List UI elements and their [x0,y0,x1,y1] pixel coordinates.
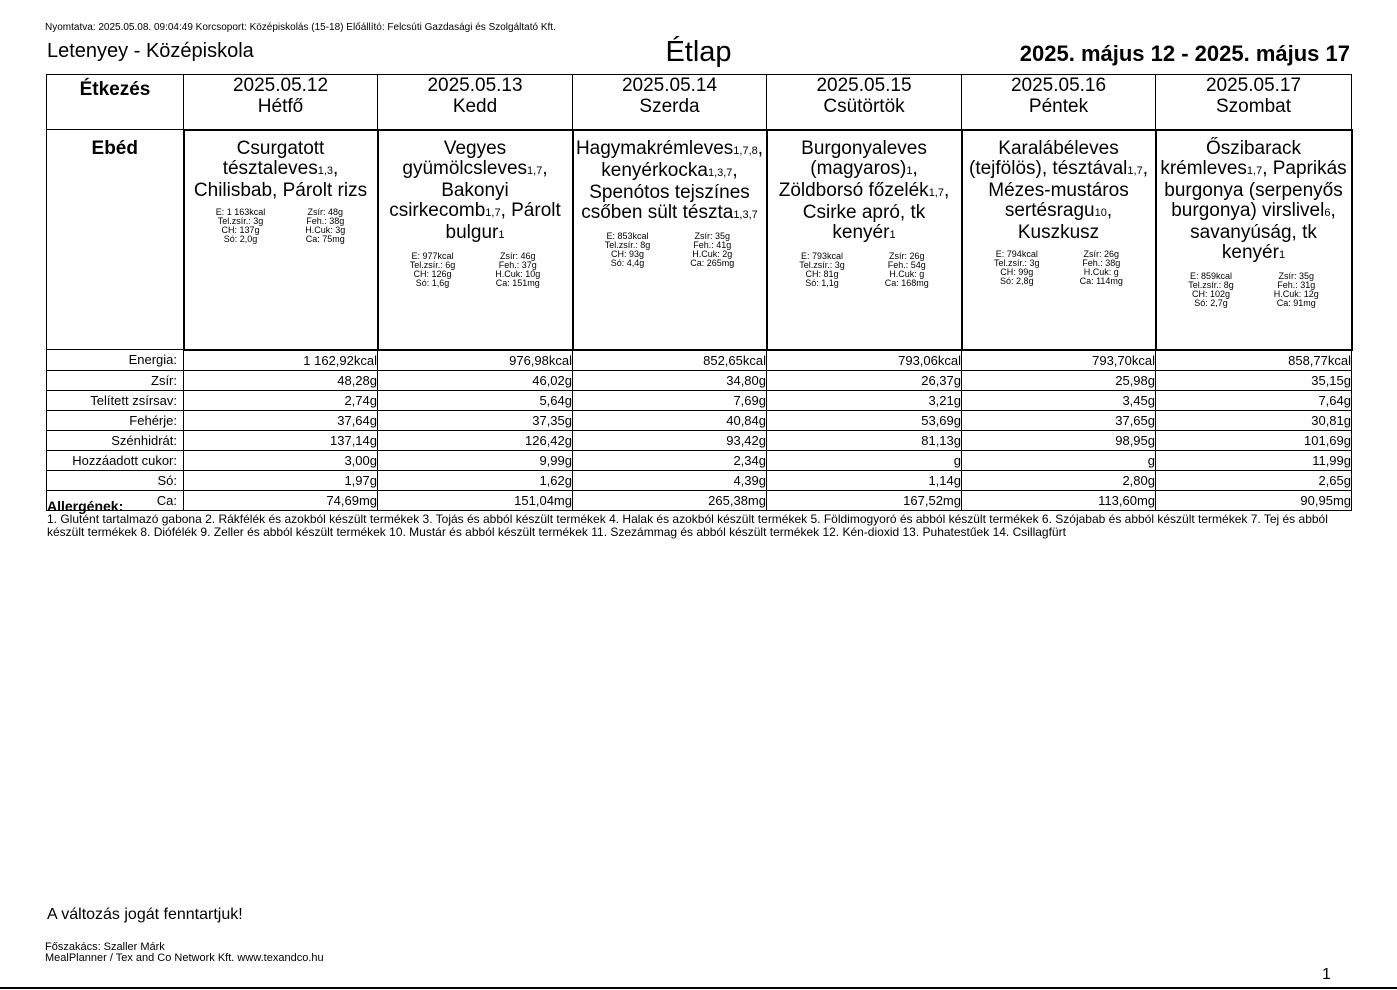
nutrition-value: Ca: 265mg [690,257,735,268]
day-name: Csütörtök [823,96,905,117]
nutrient-value: 35,15g [1156,370,1352,390]
dish-part: Csurgatott tésztaleves [222,137,325,179]
nutrient-value: 113,60mg [962,490,1156,510]
dish-part: , savanyúság, tk kenyér [1190,199,1336,263]
allergen-codes: 1,7 [485,206,501,219]
disclaimer: A változás jogát fenntartjuk! [47,906,243,923]
nutrition-summary [1157,272,1351,308]
nutrient-value: 976,98kcal [378,350,573,371]
nutrition-value: E: 1 163kcal [215,206,266,217]
date-range: 2025. május 12 - 2025. május 17 [1019,41,1350,66]
nutrition-column [305,208,345,244]
nutrient-value: 11,99g [1156,450,1352,470]
allergen-codes: 6 [1324,206,1331,219]
nutrient-value: 9,99g [378,450,573,470]
software-credit: MealPlanner / Tex and Co Network Kft. www.texandco.hu [45,952,324,964]
nutrient-value: 793,06kcal [767,350,962,371]
nutrition-value: Zsír: 48g [307,206,344,217]
nutrient-value: 265,38mg [573,490,767,510]
school-name: Letenyey - Középiskola [47,40,254,62]
day-name: Szerda [639,96,700,117]
nutrition-summary [574,232,766,268]
allergen-legend [47,500,1357,539]
nutrition-value: Só: 4,4g [610,257,645,268]
nutrient-label: Szénhidrát: [47,430,184,450]
day-date: 2025.05.12 [232,75,329,96]
nutrition-value: Tel.zsír.: 3g [994,257,1040,268]
chef-name: Főszakács: Szaller Márk [45,941,165,953]
meal-label: Ebéd [47,130,184,350]
nutrient-value: 101,69g [1156,430,1352,450]
nutrient-value: 151,04mg [378,490,573,510]
lunch-row [47,130,1352,350]
lunch-cell-3 [767,130,962,350]
day-date: 2025.05.16 [1010,75,1107,96]
dish-part: , Kuszkusz [1017,199,1113,243]
nutrient-value: 4,39g [573,470,767,490]
bottom-rule [0,987,1397,989]
day-header-row [47,75,1352,130]
allergen-codes: 1 [906,164,913,177]
nutrition-value: Ca: 151mg [495,277,540,288]
nutrition-value: CH: 102g [1191,288,1230,299]
nutrient-value: 7,64g [1156,390,1352,410]
nutrient-value: 852,65kcal [573,350,767,371]
nutrition-value: Zsír: 35g [1278,270,1315,281]
nutrition-value: CH: 99g [1000,266,1034,277]
nutrient-value: 93,42g [573,430,767,450]
nutrient-value: 2,34g [573,450,767,470]
day-header-5 [1156,75,1352,130]
nutrient-value: 37,64g [184,410,378,430]
day-name: Szombat [1216,96,1291,117]
nutrition-value: CH: 126g [413,268,452,279]
nutrition-value: CH: 81g [805,268,839,279]
nutrient-value: g [962,450,1156,470]
nutrition-value: Ca: 75mg [305,233,345,244]
nutrition-value: Só: 2,7g [1194,297,1228,308]
nutrient-row [47,410,1352,430]
nutrition-value: Tel.zsír.: 8g [604,239,651,250]
dish-text [768,131,961,245]
meal-column-header: Étkezés [47,75,184,130]
nutrition-value: Feh.: 38g [1082,257,1121,268]
allergen-codes: 1,7 [1246,164,1263,177]
nutrition-column [994,250,1040,286]
day-date: 2025.05.14 [621,75,718,96]
nutrient-label: Fehérje: [47,410,184,430]
nutrient-value: 167,52mg [767,490,962,510]
nutrient-value: 74,69mg [184,490,378,510]
lunch-cell-5 [1156,130,1352,350]
nutrient-value: 81,13g [767,430,962,450]
nutrition-column [1274,272,1319,308]
nutrition-value: H.Cuk: 3g [305,224,346,235]
nutrient-value: 137,14g [184,430,378,450]
print-info: Nyomtatva: 2025.05.08. 09:04:49 Korcsoport: Középiskolás (15-18) Előállító: Felcsúti Gazdasági és Szolgáltató Kft. [45,22,556,33]
nutrition-value: Ca: 168mg [884,277,929,288]
allergen-codes: 1,7 [928,186,944,199]
dish-text [574,131,766,225]
nutrition-summary [379,252,572,288]
nutrition-value: Tel.zsír.: 3g [799,259,845,270]
day-name: Hétfő [257,96,304,117]
day-date: 2025.05.17 [1205,75,1302,96]
nutrient-label: Telített zsírsav: [47,390,184,410]
nutrient-value: 30,81g [1156,410,1352,430]
day-header-1 [378,75,573,130]
nutrition-value: CH: 137g [221,224,260,235]
nutrition-summary [963,250,1155,286]
dish-part: , Mézes-mustáros sertésragu [988,157,1148,221]
nutrition-column [605,232,651,268]
nutrient-row [47,450,1352,470]
dish-text [1157,131,1351,265]
nutrition-column [690,232,734,268]
day-header-0 [184,75,378,130]
nutrient-value: 46,02g [378,370,573,390]
nutrient-row [47,470,1352,490]
allergen-codes: 1,3,7 [707,166,733,179]
allergen-heading: Allergének: [47,498,124,514]
nutrition-value: Feh.: 41g [693,239,732,250]
dish-part: , Párolt bulgur [445,199,561,243]
nutrient-value: 40,84g [573,410,767,430]
nutrition-column [799,252,845,288]
nutrition-value: Tel.zsír.: 3g [217,215,264,226]
allergen-codes: 1 [889,228,896,241]
nutrient-value: 34,80g [573,370,767,390]
nutrition-value: E: 794kcal [995,248,1038,259]
nutrient-rows [47,350,1352,511]
footer-credits [45,942,324,964]
nutrient-value: 126,42g [378,430,573,450]
nutrient-row [47,370,1352,390]
nutrition-value: H.Cuk: 10g [495,268,541,279]
allergen-codes: 1,3,7 [733,208,758,221]
day-date: 2025.05.13 [427,75,523,96]
nutrient-value: 2,80g [962,470,1156,490]
nutrition-value: Ca: 114mg [1079,275,1123,286]
nutrition-value: CH: 93g [610,248,644,259]
nutrition-column [495,252,540,288]
page-title: Étlap [665,36,732,68]
nutrient-value: 1 162,92kcal [184,350,378,371]
allergen-codes: 1 [1278,248,1286,261]
nutrient-label: Hozzáadott cukor: [47,450,184,470]
nutrition-column [216,208,266,244]
day-header-3 [767,75,962,130]
nutrient-label: Zsír: [47,370,184,390]
nutrition-value: Zsír: 46g [500,250,536,261]
dish-part: Hagymakrémleves [575,137,734,159]
nutrient-row [47,350,1352,371]
nutrition-value: Zsír: 26g [1083,248,1120,259]
nutrient-value: 7,69g [573,390,767,410]
nutrition-value: Ca: 91mg [1276,297,1316,308]
nutrition-value: Feh.: 38g [306,215,345,226]
nutrition-value: E: 793kcal [800,250,843,261]
nutrient-value: 2,74g [184,390,378,410]
nutrient-value: 5,64g [378,390,573,410]
nutrition-value: Feh.: 37g [498,259,537,270]
day-header-2 [573,75,767,130]
page-number: 1 [1322,966,1331,983]
nutrient-value: 1,62g [378,470,573,490]
nutrition-summary [768,252,961,288]
nutrition-value: Só: 1,1g [805,277,839,288]
nutrient-label: Só: [47,470,184,490]
nutrient-value: 793,70kcal [962,350,1156,371]
day-name: Péntek [1028,96,1089,117]
nutrition-value: Feh.: 54g [887,259,926,270]
allergen-codes: 1,7 [527,164,543,177]
nutrition-value: E: 859kcal [1189,270,1232,281]
nutrition-value: H.Cuk: g [1083,266,1119,277]
menu-table [46,74,1353,511]
day-name: Kedd [452,96,498,117]
nutrient-value: 90,95mg [1156,490,1352,510]
dish-part: Karalábéleves (tejfölös), tésztával [969,137,1128,179]
nutrition-value: Só: 2,0g [223,233,258,244]
day-header-4 [962,75,1156,130]
nutrition-value: Só: 2,8g [1000,275,1034,286]
nutrient-value: 858,77kcal [1156,350,1352,371]
nutrition-column [1080,250,1123,286]
dish-part: , Paprikás burgonya (serpenyős burgonya) virslivel [1164,157,1347,221]
nutrition-value: H.Cuk: 12g [1273,288,1319,299]
nutrition-value: H.Cuk: 2g [692,248,733,259]
nutrient-value: 53,69g [767,410,962,430]
nutrient-value: 2,65g [1156,470,1352,490]
nutrition-value: H.Cuk: g [889,268,925,279]
nutrition-value: Tel.zsír.: 8g [1188,279,1234,290]
nutrient-value: 1,97g [184,470,378,490]
nutrient-label: Energia: [47,350,184,371]
nutrient-row [47,390,1352,410]
allergen-codes: 1,7 [1127,164,1143,177]
nutrition-value: Só: 1,6g [415,277,450,288]
nutrient-value: 37,65g [962,410,1156,430]
dish-part: Őszibarack krémleves [1160,137,1302,179]
dish-text [379,131,572,245]
nutrient-label: Ca: [47,490,184,510]
nutrient-value: 48,28g [184,370,378,390]
nutrient-value: 1,14g [767,470,962,490]
nutrient-value: 3,00g [184,450,378,470]
nutrition-value: Zsír: 26g [889,250,925,261]
dish-part: Burgonyaleves (magyaros) [801,137,927,179]
dish-part: Vegyes gyümölcsleves [402,137,528,179]
allergen-codes: 10 [1094,206,1107,219]
dish-part: , Zöldborsó főzelék [778,157,929,201]
nutrient-value: 37,35g [378,410,573,430]
nutrition-summary [185,208,377,244]
dish-part: , Chilisbab, Párolt rizs [193,157,368,201]
nutrition-column [885,252,929,288]
nutrient-value: 3,21g [767,390,962,410]
nutrition-column [1188,272,1234,308]
nutrient-value: g [767,450,962,470]
nutrient-value: 26,37g [767,370,962,390]
dish-text [185,131,377,201]
nutrition-value: E: 853kcal [606,230,649,241]
dish-part: , Bakonyi csirkecomb [389,157,548,221]
dish-text [963,131,1155,243]
lunch-cell-4 [962,130,1156,350]
nutrition-value: E: 977kcal [411,250,454,261]
dish-part: , Spenótos tejszínes csőben sült tészta [581,159,750,223]
dish-part: , Csirke apró, tk kenyér [802,179,950,243]
lunch-cell-0 [184,130,378,350]
nutrition-value: Zsír: 35g [694,230,731,241]
allergen-list: 1. Glutént tartalmazó gabona 2. Rákfélék és azokból készült termékek 3. Tojás és abból készült termékek 4. Halak és azokból készült termékek 5. Földimogyoró és abból készült termékek 6. Szójabab és abból készült termékek 7. Tej és abból készült termékek 8. Diófélék 9. Zeller és abból készült termékek 10. Mustár és abból készült termékek 11. Szezámmag és abból készült termékek 12. Kén-dioxid 13. Puhatestűek 14. Csillagfürt [47,512,1328,539]
allergen-codes: 1,3 [317,164,334,177]
dish-part: , kenyérkocka [601,137,764,181]
lunch-cell-1 [378,130,573,350]
lunch-cell-2 [573,130,767,350]
nutrition-value: Tel.zsír.: 6g [409,259,456,270]
nutrient-value: 25,98g [962,370,1156,390]
allergen-codes: 1,7,8 [733,144,758,157]
nutrition-column [410,252,456,288]
nutrient-value: 3,45g [962,390,1156,410]
nutrition-value: Feh.: 31g [1277,279,1316,290]
nutrient-value: 98,95g [962,430,1156,450]
allergen-codes: 1 [498,228,505,241]
nutrient-row [47,430,1352,450]
day-date: 2025.05.15 [816,75,912,96]
